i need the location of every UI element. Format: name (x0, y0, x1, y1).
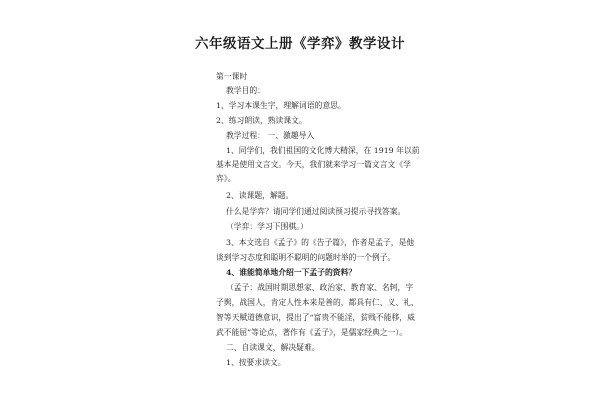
paragraph-line: 4、谁能简单地介绍一下孟子的资料？ (226, 268, 357, 277)
paragraph-line: 智等天赋道德意识，提出了“富贵不能淫，贫贱不能移，威 (216, 313, 415, 322)
paragraph-line: 弈》。 (216, 174, 236, 183)
paragraph-line: 子舆，战国人，肯定人性本来是善的，都具有仁、义、礼、 (216, 298, 419, 307)
paragraph-line: 什么是学弈？请同学们通过阅读预习提示寻找答案。 (226, 207, 406, 216)
process-heading: 教学过程： 一、激趣导入 (226, 131, 315, 140)
section-heading: 二、自读课文，解决疑难。 (226, 343, 320, 352)
paragraph-line: 谈到学习态度和聪明不聪明的问题时举的一个例子。 (216, 253, 396, 262)
objective-item: 2、练习朗读，熟读课文。 (216, 116, 307, 125)
lesson-heading: 第一课时 (216, 72, 248, 81)
paragraph-line: 2、读课题，解题。 (226, 191, 294, 200)
document-title: 六年级语文上册《学弈》教学设计 (195, 36, 405, 52)
objectives-label: 教学目的： (226, 86, 265, 95)
objective-item: 1、学习本课生字，理解词语的意思。 (216, 101, 346, 110)
paragraph-line: 武不能屈”等论点，著作有《孟子》，是儒家经典之一）。 (216, 328, 408, 337)
paragraph-line: 基本是使用文言文。今天，我们就来学习一篇文言文《学 (216, 160, 411, 169)
paragraph-line: 3、本文选自《孟子》的《告子篇》，作者是孟子，是他 (226, 238, 415, 247)
paragraph-line: （孟子：战国时期思想家、政治家、教育家、名轲，字 (226, 283, 414, 292)
paragraph-line: 1、按要求读文。 (226, 358, 286, 367)
paragraph-line: （学弈：学习下围棋。） (226, 222, 308, 231)
paragraph-line: 1、同学们，我们祖国的文化博大精深，在 1919 年以前 (226, 146, 420, 155)
